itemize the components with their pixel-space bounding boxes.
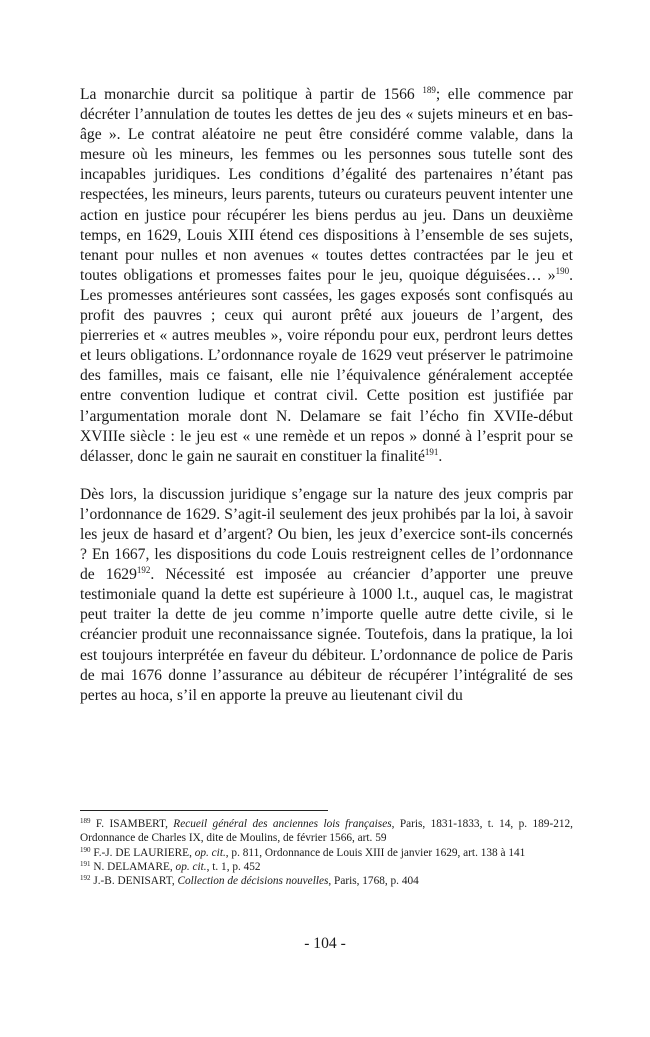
footnote-number: 190: [80, 845, 91, 854]
paragraph: [80, 85, 573, 467]
footnotes: [80, 817, 573, 888]
footnote: [80, 846, 573, 860]
footnote-text: N. DELAMARE,: [90, 860, 176, 873]
footnote-text: F.-J. DE LAURIERE,: [90, 846, 195, 859]
footnote-text: , Paris, 1831-1833, t. 14, p. 189-212, Ordonnance de Charles IX, dite de Moulins, de février 1566, art. 59: [80, 818, 573, 845]
footnote-ref: 192: [136, 565, 151, 576]
text-run: .: [438, 447, 443, 465]
footnote-text: F. ISAMBERT,: [90, 818, 174, 830]
text-run: ; elle commence par décréter l’annulation de toutes les dettes de jeu des « sujets mineurs et en bas-âge ». Le contrat aléatoire ne peut être considéré comme valable, dans la mesure où les mineurs, les femmes ou les personnes sous tutelle sont des incapables juridiques. Les conditions d’égalité des partenaires n’étant pas respectées, les mineurs, leurs parents, tuteurs ou curateurs peuvent intenter une action en justice pour récupérer les biens perdus au jeu. Dans un deuxième temps, en 1629, Louis XIII étend ces dispositions à l’ensemble de ses sujets, tenant pour nulles et non avenues « toutes dettes contractées par le jeu et toutes obligations et promesses faites pour le jeu, quoique déguisées… »: [80, 86, 573, 284]
footnote-ref: 190: [555, 265, 570, 276]
footnote-title: Collection de décisions nouvelles: [177, 875, 329, 888]
footnote-ref: 189: [422, 85, 436, 95]
footnote-title: Recueil général des anciennes lois françaises: [173, 818, 392, 830]
body-text: [80, 85, 573, 706]
text-run: . Nécessité est imposée au créancier d’apporter une preuve testimoniale quand la dette est supérieure à 1000 l.t., auquel cas, le magistrat peut traiter la dette de jeu comme n’importe quelle autre dette civile, si le créancier produit une reconnaissance signée. Toutefois, dans la pratique, la loi est toujours interprétée en faveur du débiteur. L’ordonnance de police de Paris de mai 1676 donne l’assurance au débiteur de récupérer l’intégralité de ses pertes au hoca, s’il en apporte la preuve au lieutenant civil du: [80, 566, 573, 704]
footnote-ref: 191: [424, 446, 439, 457]
footnote-number: 189: [80, 817, 91, 825]
footnote: [80, 874, 573, 888]
footnote-text: , Paris, 1768, p. 404: [328, 875, 419, 888]
page-number: - 104 -: [304, 935, 346, 952]
footnote-number: 192: [80, 874, 91, 883]
footnote: [80, 860, 573, 874]
footnote-title: op. cit.: [175, 860, 207, 873]
footnote-title: op. cit.: [194, 846, 226, 859]
footnote-text: , p. 811, Ordonnance de Louis XIII de janvier 1629, art. 138 à 141: [225, 846, 526, 859]
text-run: Dès lors, la discussion juridique s’engage sur la nature des jeux compris par l’ordonnance de 1629. S’agit-il seulement des jeux prohibés par la loi, à savoir les jeux de hasard et d’argent? Ou bien, les jeux d’exercice sont-ils concernés ? En 1667, les dispositions du code Louis restreignent celles de l’ordonnance de 1629: [80, 485, 573, 584]
footnote-text: , t. 1, p. 452: [206, 860, 261, 873]
footnote-text: J.-B. DENISART,: [90, 875, 178, 888]
footnote-separator: [80, 810, 328, 811]
paragraph: [80, 485, 573, 706]
text-run: La monarchie durcit sa politique à partir de 1566: [80, 86, 423, 103]
footnote: [80, 817, 573, 846]
footnote-number: 191: [80, 859, 91, 868]
text-run: . Les promesses antérieures sont cassées, les gages exposés sont confisqués au profit des pauvres ; ceux qui auront prêté aux joueurs de l’argent, des pierreries et « autres meubles », voire répondu pour eux, perdront leurs dettes et leurs obligations. L’ordonnance royale de 1629 veut préserver le patrimoine des familles, mais ce faisant, elle nie l’équivalence généralement acceptée entre convention ludique et contrat civil. Cette position est justifiée par l’argumentation morale dont N. Delamare se fait l’écho fin XVIIe-début XVIIIe siècle : le jeu est « une remède et un repos » donné à l’esprit pour se délasser, donc le gain ne saurait en constituer la finalité: [80, 266, 573, 465]
